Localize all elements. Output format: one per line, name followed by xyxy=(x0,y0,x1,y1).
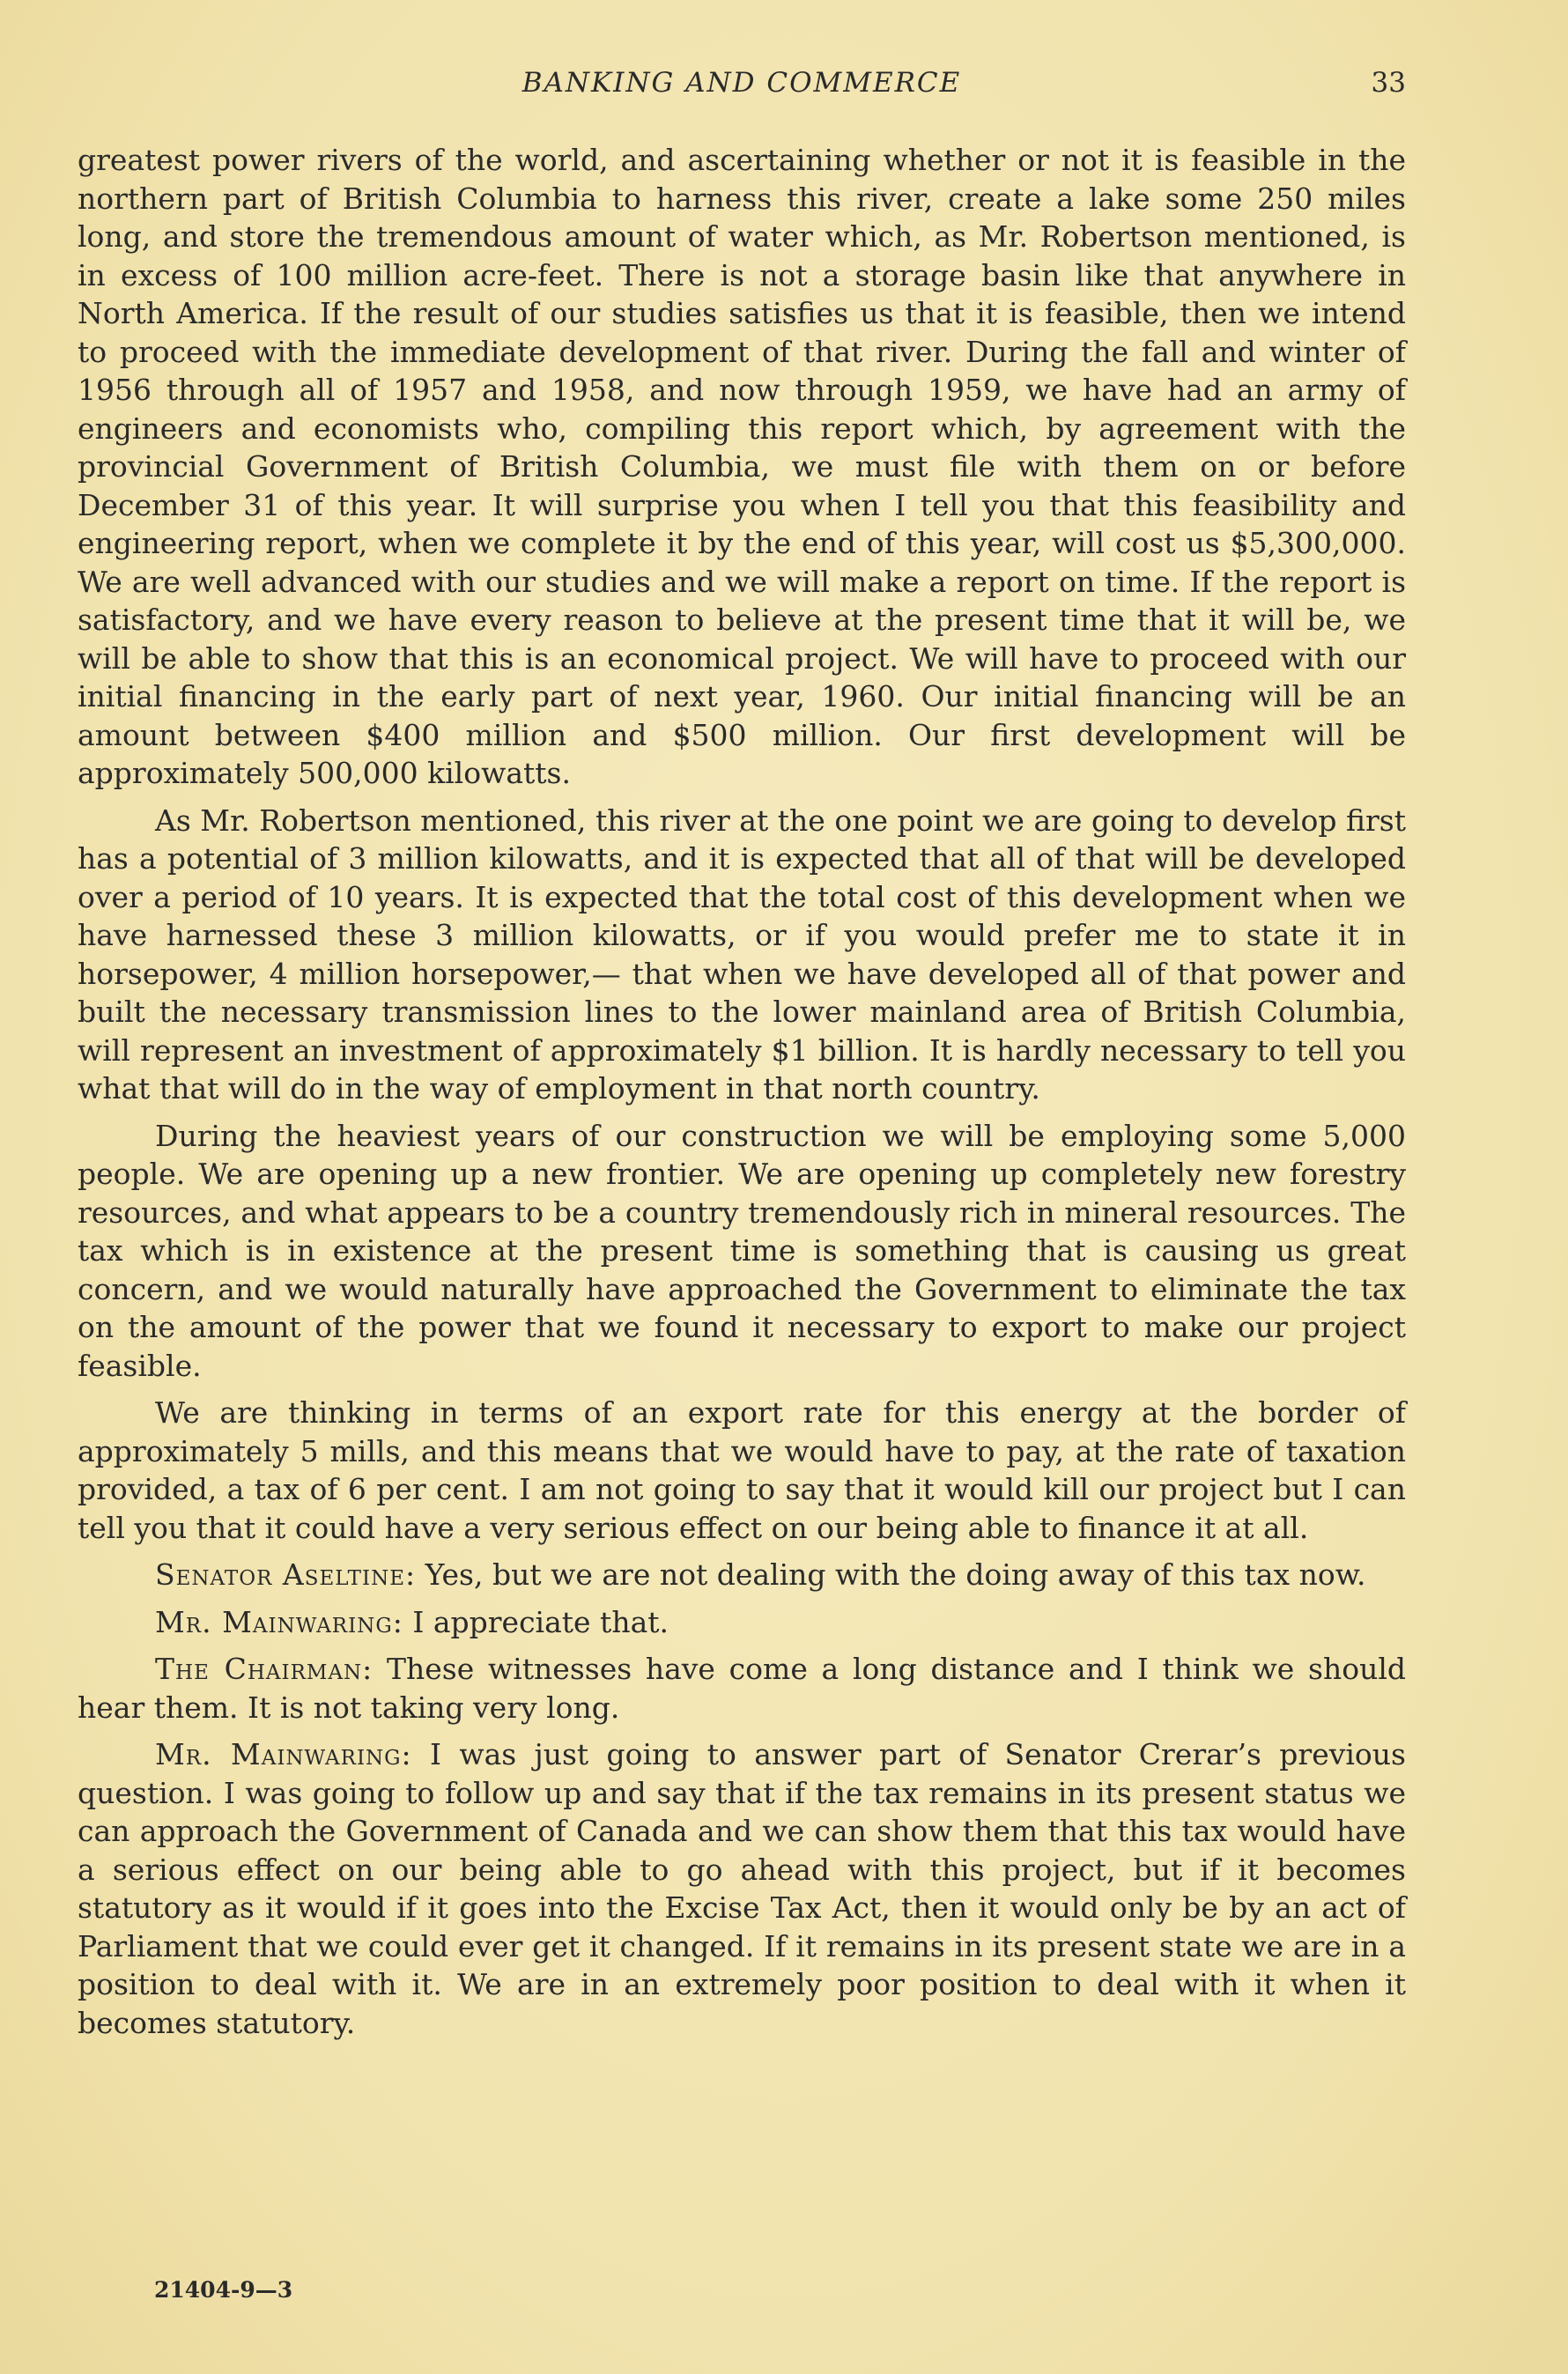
speech-text: These witnesses have come a long distance and I think we should hear them. It is not taking very long. xyxy=(78,1652,1406,1725)
speaker-name: Mr. Mainwaring: xyxy=(155,1604,403,1639)
paragraph: As Mr. Robertson mentioned, this river at the one point we are going to develop first has a potential of 3 million kilowatts, and it is expected that all of that will be developed over a period of 10 years. It is expected that the total cost of this development when we have harnessed these 3 million kilowatts, or if you would prefer me to state it in horsepower, 4 million horsepower,— that when we have developed all of that power and built the necessary transmission lines to the lower mainland area of British Columbia, will represent an investment of approximately $1 billion. It is hardly necessary to tell you what that will do in the way of employment in that north country. xyxy=(78,802,1406,1106)
speaker-name: Senator Aseltine: xyxy=(155,1557,417,1592)
running-head: BANKING AND COMMERCE xyxy=(521,67,962,99)
dialogue-paragraph xyxy=(78,1650,1406,1727)
page-header xyxy=(78,67,1406,111)
speech-text: Yes, but we are not dealing with the doing away of this tax now. xyxy=(416,1557,1366,1592)
dialogue-paragraph xyxy=(78,1735,1406,2042)
dialogue-paragraph xyxy=(78,1556,1406,1594)
speech-text: I was just going to answer part of Senator Crerar’s previous question. I was going to follow up and say that if the tax remains in its present status we can approach the Government of Canada and we can show them that this tax would have a serious effect on our being able to go ahead with this project, but if it becomes statutory as it would if it goes into the Excise Tax Act, then it would only be by an act of Parliament that we could ever get it changed. If it remains in its present state we are in a position to deal with it. We are in an extremely poor position to deal with it when it becomes statutory. xyxy=(78,1737,1406,2040)
dialogue-paragraph xyxy=(78,1603,1406,1642)
speech-text: I appreciate that. xyxy=(403,1604,669,1639)
paragraph: greatest power rivers of the world, and ascertaining whether or not it is feasible in the northern part of British Columbia to harness this river, create a lake some 250 miles long, and store the tremendous amount of water which, as Mr. Robertson mentioned, is in excess of 100 million acre-feet. There is not a storage basin like that anywhere in North America. If the result of our studies satisfies us that it is feasible, then we intend to proceed with the immediate development of that river. During the fall and winter of 1956 through all of 1957 and 1958, and now through 1959, we have had an army of engineers and economists who, compiling this report which, by agreement with the provincial Government of British Columbia, we must file with them on or before December 31 of this year. It will surprise you when I tell you that this feasibility and engineering report, when we complete it by the end of this year, will cost us $5,300,000. We are well advanced with our studies and we will make a report on time. If the report is satisfactory, and we have every reason to believe at the present time that it will be, we will be able to show that this is an economical project. We will have to proceed with our initial financing in the early part of next year, 1960. Our initial financing will be an amount between $400 million and $500 million. Our first development will be approximately 500,000 kilowatts. xyxy=(78,143,1406,790)
paragraph: During the heaviest years of our construction we will be employing some 5,000 people. We are opening up a new frontier. We are opening up completely new forestry resources, and what appears to be a country tremendously rich in mineral resources. The tax which is in existence at the present time is something that is causing us great concern, and we would naturally have approached the Government to eliminate the tax on the amount of the power that we found it necessary to export to make our project feasible. xyxy=(78,1118,1406,1383)
page-number: 33 xyxy=(1371,67,1406,99)
speaker-name: Mr. Mainwaring: xyxy=(155,1737,412,1771)
speaker-name: The Chairman: xyxy=(155,1652,374,1686)
printer-signature: 21404-9—3 xyxy=(154,2277,293,2303)
paragraph: We are thinking in terms of an export rate for this energy at the border of approximately 5 mills, and this means that we would have to pay, at the rate of taxation provided, a tax of 6 per cent. I am not going to say that it would kill our project but I can tell you that it could have a very serious effect on our being able to finance it at all. xyxy=(78,1395,1406,1545)
body-text xyxy=(78,141,1406,2051)
